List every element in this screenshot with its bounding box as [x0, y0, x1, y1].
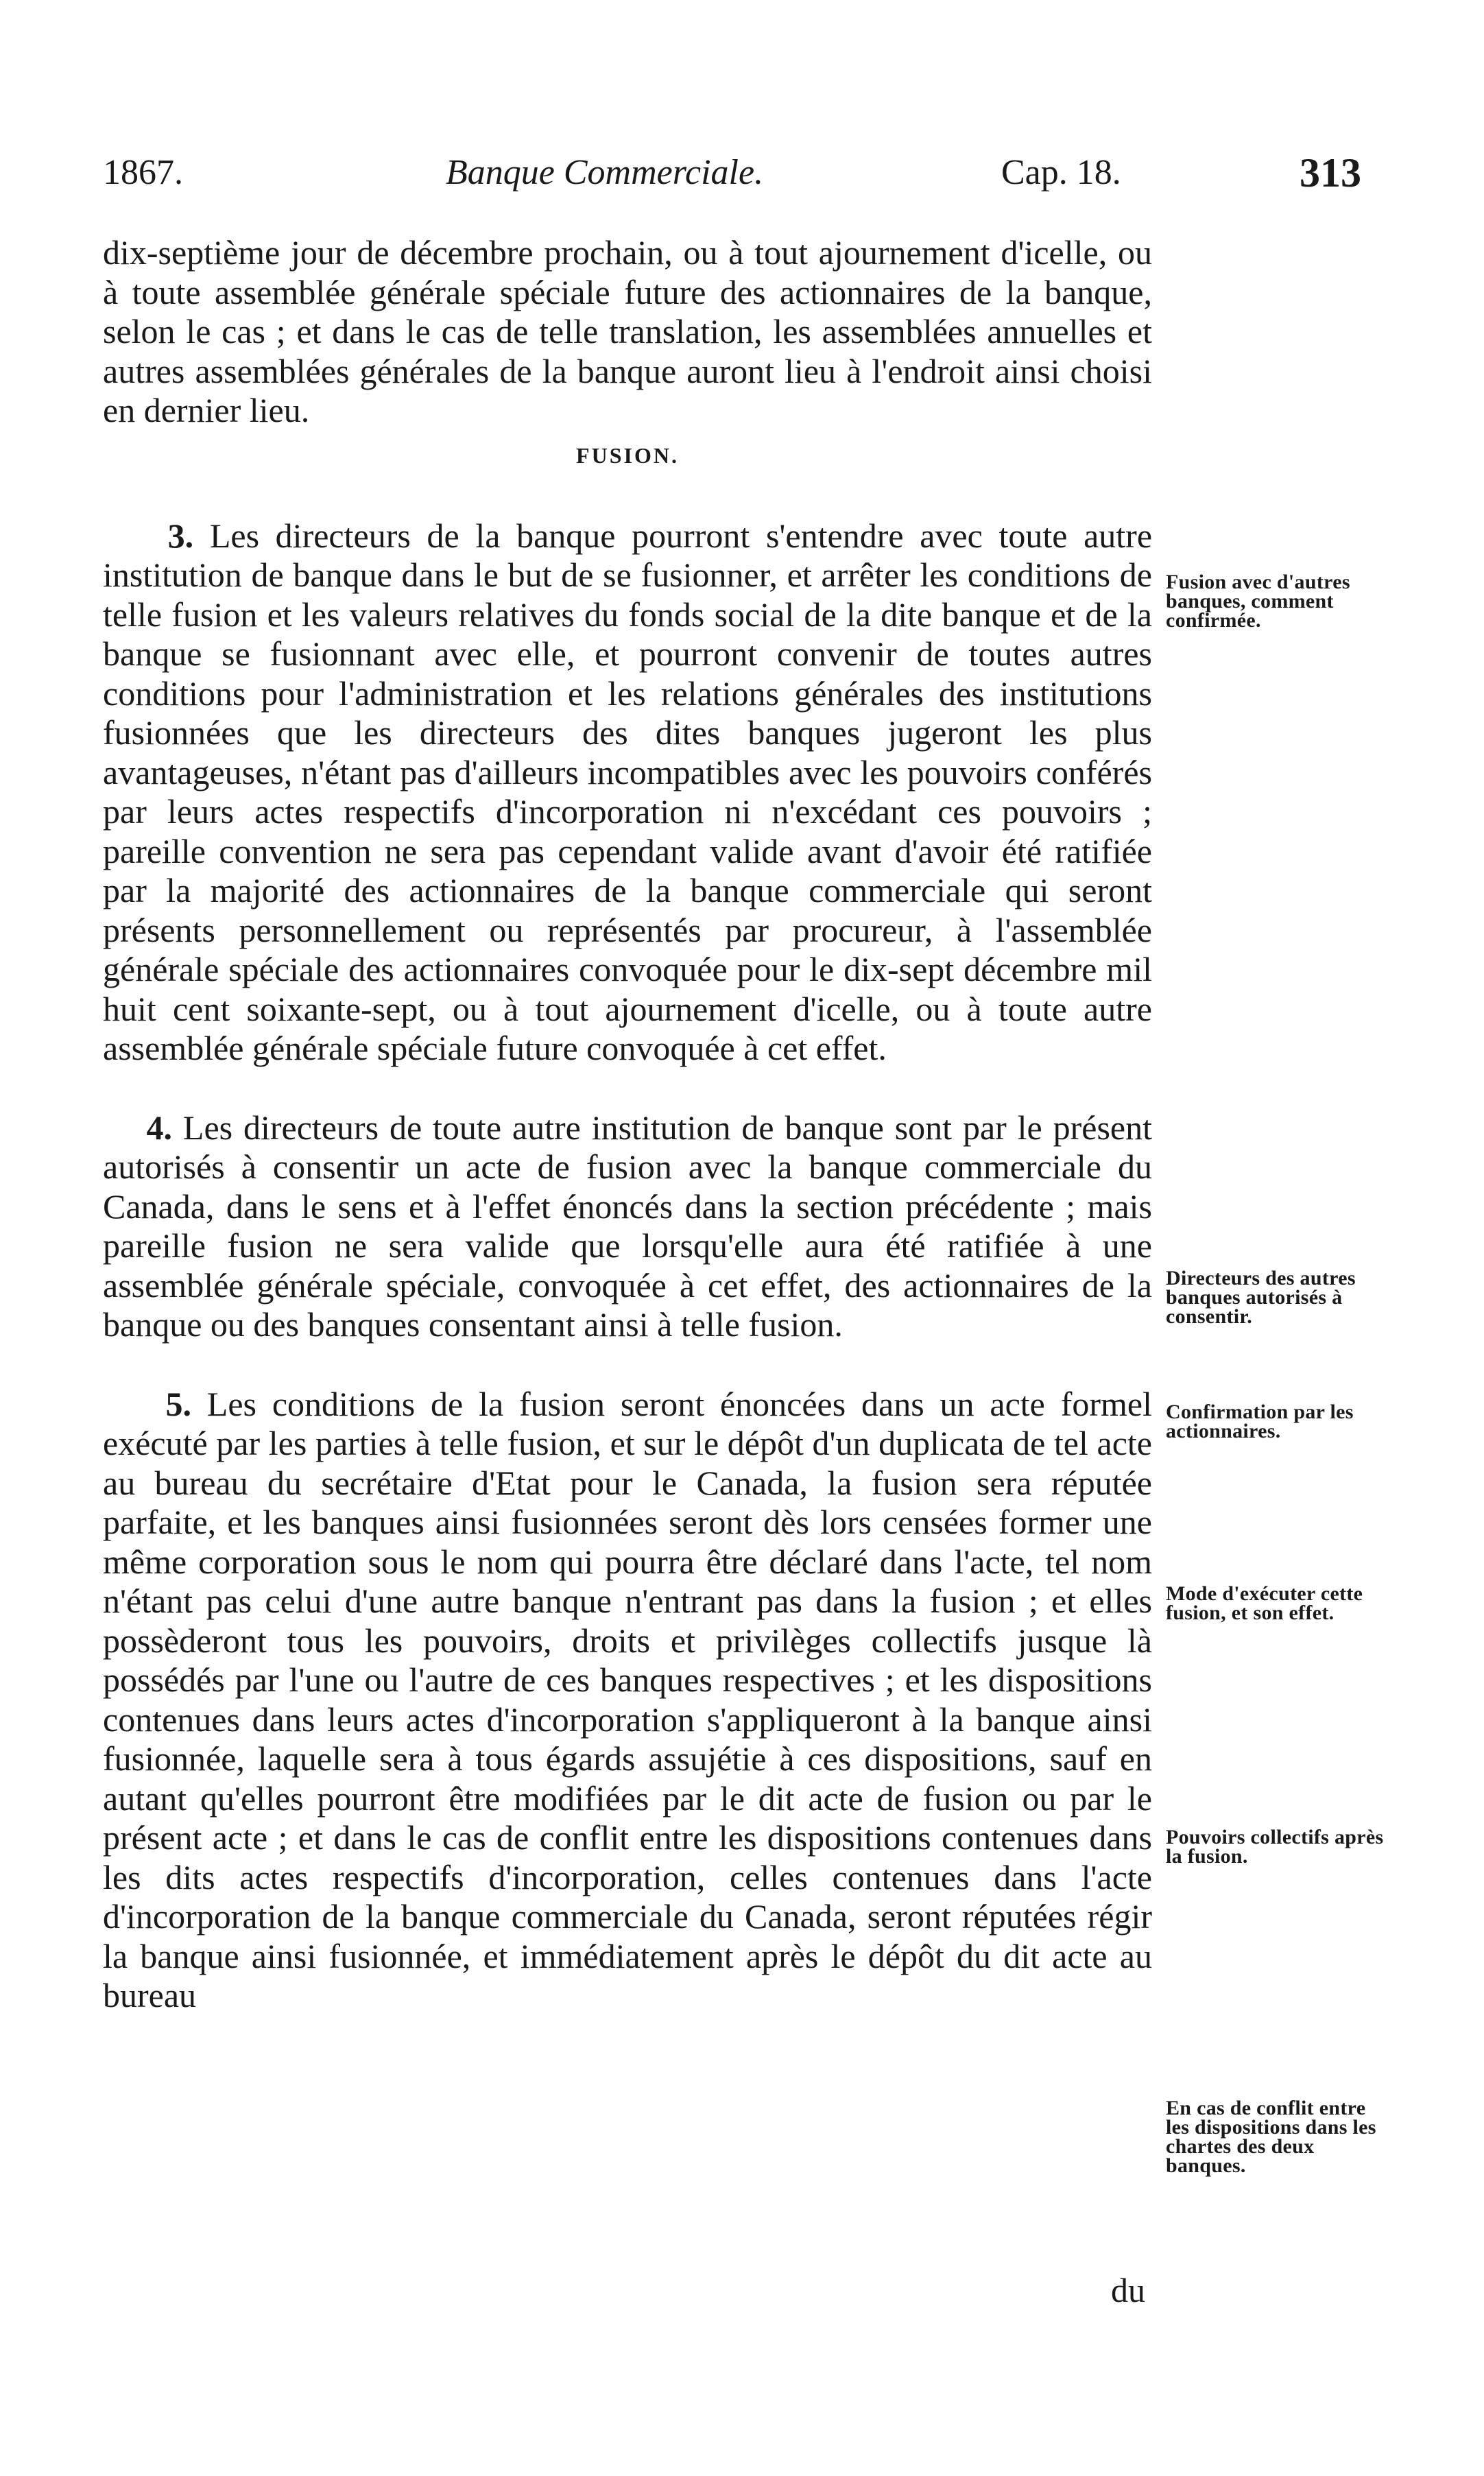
- section-5: [103, 1385, 1152, 2016]
- running-header: [103, 152, 1378, 214]
- chapter-number: Cap. 18.: [1001, 153, 1121, 192]
- section-text: Les directeurs de la banque pourront s'entendre avec toute autre institution de banque dans le but de se fusionner, et arrêter les conditions de telle fusion et les valeurs relatives du fonds social de la dite banque et de la banque se fusionnant avec elle, et pourront convenir de toutes autres conditions pour l'administration et les relations générales des institutions fusionnées que les directeurs des dites banques jugeront les plus avantageuses, n'étant pas d'ailleurs incompatibles avec les pouvoirs conférés par leurs actes respectifs d'incorporation ni n'excédant ces pouvoirs ; pareille convention ne sera pas cependant valide avant d'avoir été ratifiée par la majorité des actionnaires de la banque commerciale qui seront présents personnellement ou représentés par procureur, à l'assemblée générale spéciale des actionnaires convoquée pour le dix-sept décembre mil huit cent soixante-sept, ou à tout ajournement d'icelle, ou à toute autre assemblée générale spéciale future convoquée à cet effet.: [103, 516, 1153, 1067]
- section-4: [103, 1108, 1152, 1345]
- section-number: 3.: [167, 516, 194, 555]
- margin-note: Mode d'exécuter cette fusion, et son effet.: [1166, 1582, 1363, 1624]
- section-3: [103, 516, 1152, 1069]
- running-title: Banque Commerciale.: [446, 153, 764, 192]
- body-text: [103, 233, 1152, 2016]
- margin-note: Confirmation par les actionnaires.: [1166, 1401, 1354, 1442]
- year: 1867.: [103, 153, 183, 192]
- margin-note: Fusion avec d'autres banques, comment confirmée.: [1166, 571, 1350, 632]
- opening-paragraph: dix-septième jour de décembre prochain, ou à tout ajournement d'icelle, ou à toute assemblée générale spéciale future des actionnaires de la banque, selon le cas ; et dans le cas de telle translation, les assemblées annuelles et autres assemblées générales de la banque auront lieu à l'endroit ainsi choisi en dernier lieu.: [103, 233, 1152, 429]
- margin-note: En cas de conflit entre les dispositions dans les chartes des deux banques.: [1166, 2097, 1376, 2177]
- section-number: 5.: [165, 1384, 191, 1423]
- page-number: 313: [1300, 150, 1361, 195]
- section-number: 4.: [146, 1108, 173, 1147]
- section-heading: FUSION.: [576, 442, 679, 468]
- margin-note: Directeurs des autres banques autorisés à consentir.: [1166, 1267, 1356, 1328]
- section-text: Les directeurs de toute autre institution de banque sont par le présent autorisés à consentir un acte de fusion avec la banque commerciale du Canada, dans le sens et à l'effet énoncés dans la section précédente ; mais pareille fusion ne sera valide que lorsqu'elle aura été ratifiée à une assemblée générale spéciale, convoquée à cet effet, des actionnaires de la banque ou des banques consentant ainsi à telle fusion.: [103, 1108, 1153, 1344]
- margin-note: Pouvoirs collectifs après la fusion.: [1166, 1826, 1384, 1868]
- section-text: Les conditions de la fusion seront énoncées dans un acte formel exécuté par les parties à telle fusion, et sur le dépôt d'un duplicata de tel acte au bureau du secrétaire d'Etat pour le Canada, la fusion sera réputée parfaite, et les banques ainsi fusionnées seront dès lors censées former une même corporation sous le nom qui pourra être déclaré dans l'acte, tel nom n'étant pas celui d'une autre banque n'entrant pas dans la fusion ; et elles possèderont tous les pouvoirs, droits et privilèges collectifs jusque là possédés par l'une ou l'autre de ces banques respectives ; et les dispositions contenues dans leurs actes d'incorporation s'appliqueront à la banque ainsi fusionnée, laquelle sera à tous égards assujétie à ces dispositions, sauf en autant qu'elles pourront être modifiées par le dit acte de fusion ou par le présent acte ; et dans le cas de conflit entre les dispositions contenues dans les dits actes respectifs d'incorporation, celles contenues dans l'acte d'incorporation de la banque commerciale du Canada, seront réputées régir la banque ainsi fusionnée, et immédiatement après le dépôt du dit acte au bureau: [103, 1384, 1152, 2014]
- catchword: du: [1111, 2271, 1145, 2309]
